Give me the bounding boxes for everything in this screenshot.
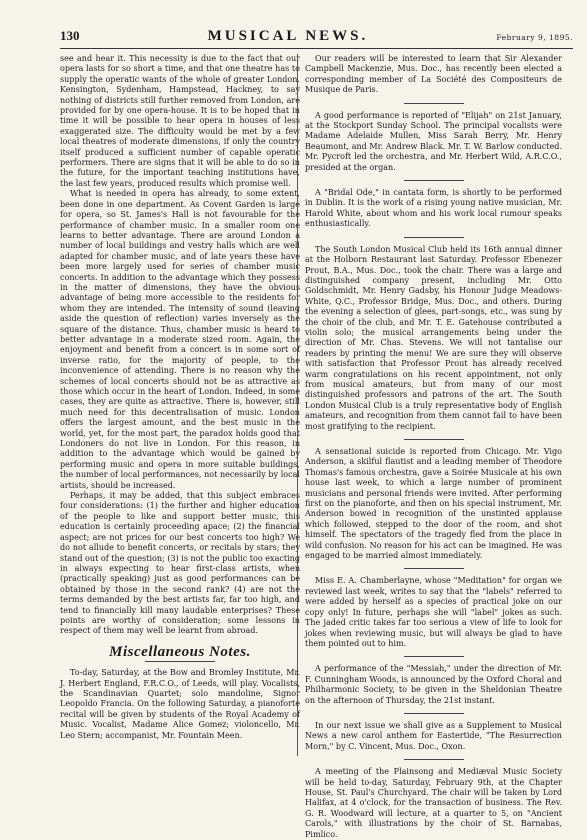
news-item-plainsong: A meeting of the Plainsong and Mediæval Music Society will be held to-day, Saturday, February 9th, at the Chapter House, St. Paul's Churchyard. The chair will be taken by Lord Halifax, at 4 o'clock, for the transaction of business. The Rev. G. R. Woodward will lecture, at a quarter to 5, on "Ancient Carols," with illustrations by the choir of St. Barnabas, Pimlico.	[305, 767, 562, 839]
heading-rule	[145, 661, 215, 662]
item-separator	[404, 237, 464, 238]
miscellaneous-notes-heading: Miscellaneous Notes.	[109, 643, 251, 660]
running-title: MUSICAL NEWS.	[207, 28, 369, 44]
column-divider	[297, 54, 298, 756]
item-separator	[404, 713, 464, 714]
news-item-south-london-club: The South London Musical Club held its 16th annual dinner at the Holborn Restaurant last Saturday. Professor Ebenezer Prout, B.A., Mus. Doc., took the chair. There was a large and distinguished company present, including Mr. Otto Goldschmidt, Mr. Henry Gadsby, his Honour Judge Meadows-White, Q.C., Professor Bridge, Mus. Doc., and others. During the evening a selection of glees, part-songs, etc., was sung by the choir of the club, and Mr. T. E. Gatehouse contributed a violin solo; the musical arrangements being under the direction of Mr. Chas. Stevens. We will not tantalise our readers by printing the menu! We are sure they will observe with satisfaction that Professor Prout has already received warm congratulations on his recent appointment, not only from musical amateurs, but from many of our most distinguished professors and patrons of the art. The South London Musical Club is a truly representative body of English amateurs, and recognition from them cannot fail to have been most gratifying to the recipient.	[305, 244, 562, 431]
news-item-messiah: A performance of the "Messiah," under the direction of Mr. F. Cunningham Woods, is announced by the Oxford Choral and Philharmonic Society, to be given in the Sheldonian Theatre on the afternoon of Thursday, the 21st instant.	[305, 664, 562, 705]
chamber-music-paragraph: What is needed in opera has already, to some extent, been done in one department. As Covent Garden is large for opera, so St. James's Hall is not favourable for the performance of chamber music. In a smaller room one learns to better advantage. There are around London a number of local buildings and vestry halls which are well adapted for chamber music, and of late years these have been more largely used for series of chamber music concerts. In addition to the advantage which they possess in the matter of dimensions, they have the obvious advantage of being more accessible to the residents for whom they are intended. The intensity of sound (leaving aside the question of reflection) varies inversely as the square of the distance. Thus, chamber music is heard to better advantage in a moderate sized room. Again, the enjoyment and benefit from a concert is in some sort of inverse ratio, for the majority of people, to the inconvenience of attending. There is no reason why the schemes of local concerts should not be as attractive as those which occur in the heart of London. Indeed, in some cases, they are quite as attractive. There is, however, still much need for this decentralisation of music. London offers the largest amount, and the best music in the world, yet, for the most part, the paradox holds good that Londoners do not live in London. For this reason, in addition to the advantage which would be gained by performing music and opera in more suitable buildings, the number of local performances, not necessarily by local artists, should be increased.	[60, 189, 300, 490]
page-number: 130	[60, 28, 80, 43]
news-item-chamberlayne: Miss E. A. Chamberlayne, whose "Meditation" for organ we reviewed last week, writes to say that the "labels" referred to were added by herself as a species of practical joke on our copy only! In future, perhaps she will "label" jokes as such. The jaded critic takes far too serious a view of life to look for jokes when reviewing music, but will always be glad to have them pointed out to him.	[305, 576, 562, 648]
news-item-supplement: In our next issue we shall give as a Supplement to Musical News a new carol anthem for Eastertide, "The Resurrection Morn," by C. Vincent, Mus. Doc., Oxon.	[305, 720, 562, 751]
page-header	[60, 28, 573, 46]
bow-bromley-note: To-day, Saturday, at the Bow and Bromley Institute, Mr. J. Herbert England, F.R.C.O., of Leeds, will play. Vocalists, the Scandinavian Quartet; solo mandoline, Signor Leopoldo Francia. On the following Saturday, a pianoforte recital will be given by students of the Royal Academy of Music. Vocalist, Madame Alice Gomez; violoncello, Mr. Leo Stern; accompanist, Mr. Fountain Meen.	[60, 668, 300, 740]
item-separator	[404, 439, 464, 440]
news-item-elijah: A good performance is reported of "Elijah" on 21st January, at the Stockport Sunday School. The principal vocalists were Madame Adelaide Mullen, Miss Sarah Berry, Mr. Henry Beaumont, and Mr. Andrew Black. Mr. T. W. Barlow conducted. Mr. Pycroft led the orchestra, and Mr. Herbert Wild, A.R.C.O., presided at the organ.	[305, 110, 562, 172]
item-separator	[404, 180, 464, 181]
considerations-paragraph: Perhaps, it may be added, that this subject embraces four considerations: (1) the further and higher education of the people to like and support better music, this education is certainly proceeding apace; (2) the financial aspect; are not prices for our best concerts too high? We do not allude to benefit concerts, or recitals by stars; they stand out of the question; (3) is not the public too exacting in always expecting to hear first-class artists, when (practically speaking) just as good performances can be obtained by those in the second rank? (4) are not the terms demanded by the best artists far, far too high, and tend to financially kill many laudable enterprises? These points are worthy of consideration; some lessons in respect of them may well be learnt from abroad.	[60, 491, 301, 636]
header-rule	[60, 48, 573, 49]
news-item-mackenzie: Our readers will be interested to learn that Sir Alexander Campbell Mackenzie, Mus. Doc., has recently been elected a corresponding member of La Société des Compositeurs de Musique de Paris.	[305, 54, 562, 95]
item-separator	[404, 656, 464, 657]
left-column	[60, 54, 300, 741]
news-item-bridal-ode: A "Bridal Ode," in cantata form, is shortly to be performed in Dublin. It is the work of a rising young native musician, Mr. Harold White, about whom and his work local rumour speaks enthusiastically.	[305, 188, 562, 229]
opera-paragraph: see and hear it. This necessity is due to the fact that our opera lasts for so short a time, and that one theatre has to supply the operatic wants of the whole of greater London. Kensington, Sydenham, Hampstead, Hackney, to say nothing of districts still further removed from London, are provided for by one opera-house. It is to be hoped that in time it will be possible to hear opera in houses of less exaggerated size. The difficulty would be met by a few local theatres of moderate dimensions, if only the country itself produced a sufficient number of capable operatic performers. There are signs that it will be able to do so in the future, for the important teaching institutions have, the last few years, produced results which promise well.	[60, 54, 300, 188]
news-item-chicago-suicide: A sensational suicide is reported from Chicago. Mr. Vigo Anderson, a skilful flautist and a leading member of Theodore Thomas's famous orchestra, gave a Soirée Musicale at his own house last week, to which a large number of prominent musicians and personal friends were invited. After performing first on the pianoforte, and then on his special instrument, Mr. Anderson bowed in recognition of the unstinted applause which followed, stepped to the door of the room, and shot himself. The spectators of the tragedy fled from the place in wild confusion. No reason for his act can be imagined. He was engaged to be married almost immediately.	[305, 447, 562, 561]
issue-date: February 9, 1895.	[496, 33, 573, 42]
right-column	[305, 54, 562, 840]
item-separator	[404, 103, 464, 104]
item-separator	[404, 568, 464, 569]
